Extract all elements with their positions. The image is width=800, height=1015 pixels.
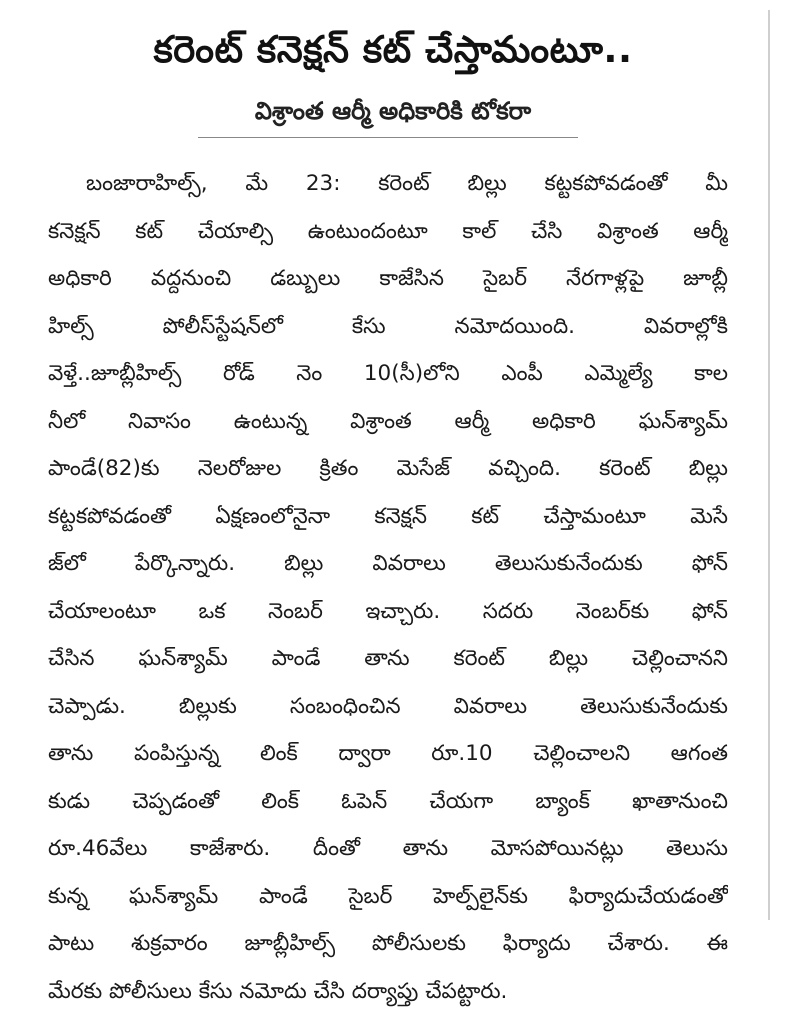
subheadline: విశ్రాంత ఆర్మీ అధికారికి టోకరా: [18, 94, 768, 128]
article-line: చేయాలంటూ ఒక నెంబర్ ఇచ్చారు. సదరు నెంబర్‌కు ఫోన్: [48, 588, 728, 636]
article-line: పాండే(82)కు నెలరోజుల క్రితం మెసేజ్ వచ్చింది. కరెంట్ బిల్లు: [48, 445, 728, 493]
article-line: రూ.46వేలు కాజేశారు. దీంతో తాను మోసపోయినట్లు తెలుసు: [48, 825, 728, 873]
article-line: అధికారి వద్దనుంచి డబ్బులు కాజేసిన సైబర్ నేరగాళ్లపై జూబ్లీ: [48, 255, 728, 303]
article-line: కుడు చెప్పడంతో లింక్ ఓపెన్ చేయగా బ్యాంక్ ఖాతానుంచి: [48, 778, 728, 826]
article-line: చెప్పాడు. బిల్లుకు సంబంధించిన వివరాలు తెలుసుకునేందుకు: [48, 683, 728, 731]
article-line: జ్‌లో పేర్కొన్నారు. బిల్లు వివరాలు తెలుసుకునేందుకు ఫోన్: [48, 540, 728, 588]
article-line: తాను పంపిస్తున్న లింక్ ద్వారా రూ.10 చెల్లించాలని ఆగంత: [48, 730, 728, 778]
article-line: మేరకు పోలీసులు కేసు నమోదు చేసి దర్యాప్తు చేపట్టారు.: [48, 968, 728, 1015]
article-line: పాటు శుక్రవారం జూబ్లీహిల్స్ పోలీసులకు ఫిర్యాదు చేశారు. ఈ: [48, 920, 728, 968]
article-body: [48, 160, 728, 1015]
article-line: బంజారాహిల్స్, మే 23: కరెంట్ బిల్లు కట్టకపోవడంతో మీ: [48, 160, 728, 208]
headline: కరెంట్ కనెక్షన్ కట్ చేస్తామంటూ..: [18, 26, 768, 74]
article-line: వెళ్తే..జూబ్లీహిల్స్ రోడ్ నెం 10(సీ)లోని ఎంపీ ఎమ్మెల్యే కాల: [48, 350, 728, 398]
article-line: కట్టకపోవడంతో ఏక్షణంలోనైనా కనెక్షన్ కట్ చేస్తామంటూ మెసే: [48, 493, 728, 541]
article-line: హిల్స్ పోలీస్‌స్టేషన్‌లో కేసు నమోదయింది. వివరాల్లోకి: [48, 303, 728, 351]
article-line: కనెక్షన్ కట్ చేయాల్సి ఉంటుందంటూ కాల్ చేసి విశ్రాంత ఆర్మీ: [48, 208, 728, 256]
subheadline-underline: [198, 137, 578, 138]
article-line: నీలో నివాసం ఉంటున్న విశ్రాంత ఆర్మీ అధికారి ఘన్‌శ్యామ్: [48, 398, 728, 446]
news-clipping: [18, 10, 770, 920]
article-line: కున్న ఘన్‌శ్యామ్ పాండే సైబర్ హెల్ప్‌లైన్‌కు ఫిర్యాదుచేయడంతో: [48, 873, 728, 921]
article-line: చేసిన ఘన్‌శ్యామ్ పాండే తాను కరెంట్ బిల్లు చెల్లించానని: [48, 635, 728, 683]
